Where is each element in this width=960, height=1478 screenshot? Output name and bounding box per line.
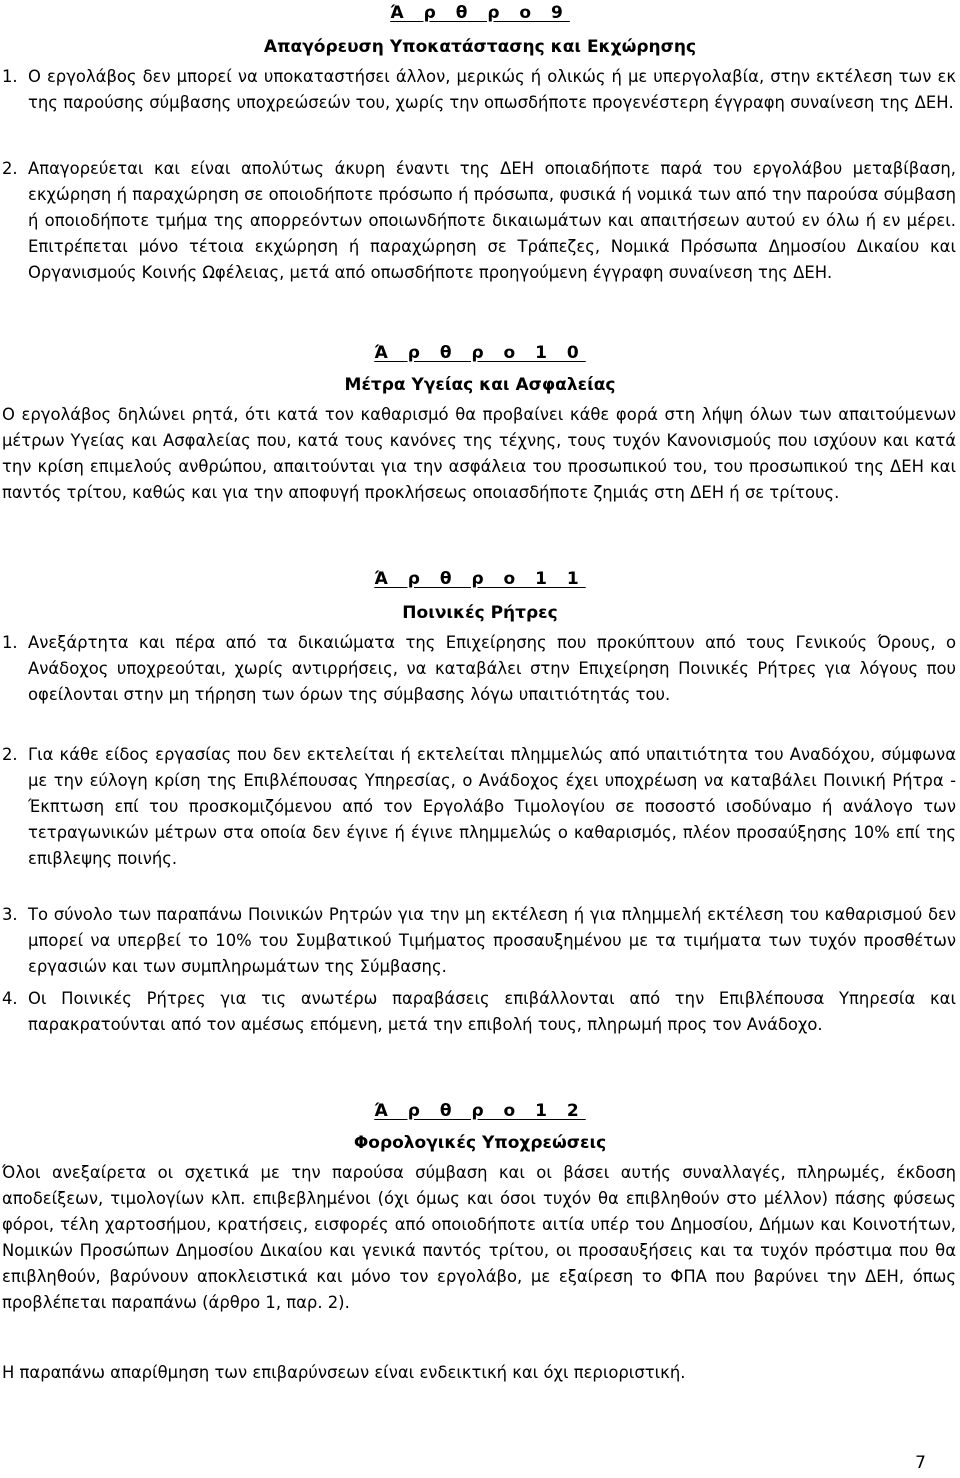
article-10-paragraph (2, 402, 956, 506)
paragraph-number: 2. (2, 745, 18, 764)
paragraph-text: Ο εργολάβος δεν μπορεί να υποκαταστήσει άλλον, μερικώς ή ολικώς ή με υπεργολαβία, στην εκτέλεση των εκ της παρούσης σύμβασης υποχρεώσεών του, χωρίς την οπωσδήποτε προγενέστερη έγγραφη συναίνεση της ΔΕΗ. (28, 67, 956, 112)
paragraph-number: 1. (2, 633, 18, 652)
paragraph-text: Ο εργολάβος δηλώνει ρητά, ότι κατά τον καθαρισμό θα προβαίνει κάθε φορά στη λήψη όλων των απαιτούμενων μέτρων Υγείας και Ασφαλείας που, κατά τους κανόνες της τέχνης, τους τυχόν Κανονισμούς που ισχύουν και κατά την κρίση επιμελούς ανθρώπου, απαιτούνται για την ασφάλεια του προσωπικού του, του προσωπικού της ΔΕΗ και παντός τρίτου, καθώς και για την αποφυγή προκλήσεως οποιασδήποτε ζημιάς στη ΔΕΗ ή σε τρίτους. (2, 405, 956, 502)
paragraph-text: Για κάθε είδος εργασίας που δεν εκτελείται ή εκτελείται πλημμελώς από υπαιτιότητα του Αναδόχου, σύμφωνα με την εύλογη κρίση της Επιβλέπουσας Υπηρεσίας, ο Ανάδοχος έχει υποχρέωση να καταβάλει Ποινική Ρήτρα - Έκπτωση επί του προσκομιζόμενου από τον Εργολάβο Τιμολογίου σε ποσοστό ισοδύναμο ή ανάλογο των τετραγωνικών μέτρων στα οποία δεν έγινε ή έγινε πλημμελώς ο καθαρισμός, πλέον προσαύξησης 10% επί της επιβλεψης ποινής. (28, 745, 956, 868)
paragraph-text: Το σύνολο των παραπάνω Ποινικών Ρητρών για την μη εκτέλεση ή για πλημμελή εκτέλεση του καθαρισμού δεν μπορεί να υπερβεί το 10% του Συμβατικού Τιμήματος προσαυξημένου με τα τιμήματα των τυχόν προσθέτων εργασιών και των συμπληρωμάτων της Σύμβασης. (28, 905, 956, 976)
article-12-heading (0, 1100, 960, 1122)
article-11-paragraph-3 (2, 902, 956, 980)
article-9-heading (0, 2, 960, 24)
article-10-number: Ά ρ θ ρ ο 1 0 (374, 343, 586, 363)
paragraph-text: Ανεξάρτητα και πέρα από τα δικαιώματα της Επιχείρησης που προκύπτουν από τους Γενικούς Όρους, ο Ανάδοχος υποχρεούται, χωρίς αντιρρήσεις, να καταβάλει στην Επιχείρηση Ποινικές Ρήτρες για λόγους που οφείλονται στην μη τήρηση των όρων της σύμβασης λόγω υπαιτιότητάς του. (28, 633, 956, 704)
article-9-paragraph-2 (2, 156, 956, 286)
paragraph-text: Απαγορεύεται και είναι απολύτως άκυρη έναντι της ΔΕΗ οποιαδήποτε παρά του εργολάβου μεταβίβαση, εκχώρηση ή παραχώρηση σε οποιοδήποτε πρόσωπο ή πρόσωπα, φυσικά ή νομικά των από την παρούσα σύμβαση ή οποιοδήποτε τμήμα της απορρεόντων οποιωνδήποτε δικαιωμάτων και απαιτήσεων αυτού εν όλω ή εν μέρει. Επιτρέπεται μόνο τέτοια εκχώρηση ή παραχώρηση σε Τράπεζες, Νομικά Πρόσωπα Δημοσίου Δικαίου και Οργανισμούς Κοινής Ωφέλειας, μετά από οπωσδήποτε προηγούμενη έγγραφη συναίνεση της ΔΕΗ. (28, 159, 956, 282)
article-9-paragraph-1 (2, 64, 956, 116)
paragraph-number: 3. (2, 905, 18, 924)
article-9-title: Απαγόρευση Υποκατάστασης και Εκχώρησης (263, 37, 697, 57)
article-11-paragraph-1 (2, 630, 956, 708)
article-10-title: Μέτρα Υγείας και Ασφαλείας (344, 375, 616, 395)
article-11-heading (0, 568, 960, 590)
article-12-number: Ά ρ θ ρ ο 1 2 (374, 1101, 586, 1121)
article-9-number: Ά ρ θ ρ ο 9 (390, 3, 570, 23)
paragraph-text: Η παραπάνω απαρίθμηση των επιβαρύνσεων είναι ενδεικτική και όχι περιοριστική. (2, 1363, 686, 1382)
paragraph-text: Όλοι ανεξαίρετα οι σχετικά με την παρούσα σύμβαση και οι βάσει αυτής συναλλαγές, πληρωμές, έκδοση αποδείξεων, τιμολογίων κλπ. επιβεβλημένοι (όχι όμως και όσοι τυχόν θα επιβληθούν στο μέλλον) πάσης φύσεως φόροι, τέλη χαρτοσήμου, κρατήσεις, εισφορές από οποιοδήποτε αιτία υπέρ του Δημοσίου, Δήμων και Κοινοτήτων, Νομικών Προσώπων Δημοσίου Δικαίου και γενικά παντός τρίτου, οι προσαυξήσεις και τα τυχόν πρόστιμα που θα επιβληθούν, βαρύνουν αποκλειστικά και μόνο τον εργολάβο, με εξαίρεση το ΦΠΑ που βαρύνει την ΔΕΗ, όπως προβλέπεται παραπάνω (άρθρο 1, παρ. 2). (2, 1163, 956, 1312)
paragraph-number: 2. (2, 159, 18, 178)
paragraph-number: 4. (2, 989, 18, 1008)
paragraph-text: Οι Ποινικές Ρήτρες για τις ανωτέρω παραβάσεις επιβάλλονται από την Επιβλέπουσα Υπηρεσία και παρακρατούνται από τον αμέσως επόμενη, μετά την επιβολή τους, πληρωμή προς τον Ανάδοχο. (28, 989, 956, 1034)
article-11-paragraph-4 (2, 986, 956, 1038)
article-12-paragraph-1 (2, 1160, 956, 1316)
article-10-heading (0, 342, 960, 364)
article-11-title: Ποινικές Ρήτρες (402, 603, 558, 623)
paragraph-number: 1. (2, 67, 18, 86)
article-11-number: Ά ρ θ ρ ο 1 1 (374, 569, 586, 589)
page-number: 7 (915, 1453, 926, 1473)
article-12-title: Φορολογικές Υποχρεώσεις (353, 1133, 607, 1153)
article-11-paragraph-2 (2, 742, 956, 872)
article-12-paragraph-2 (2, 1360, 956, 1386)
